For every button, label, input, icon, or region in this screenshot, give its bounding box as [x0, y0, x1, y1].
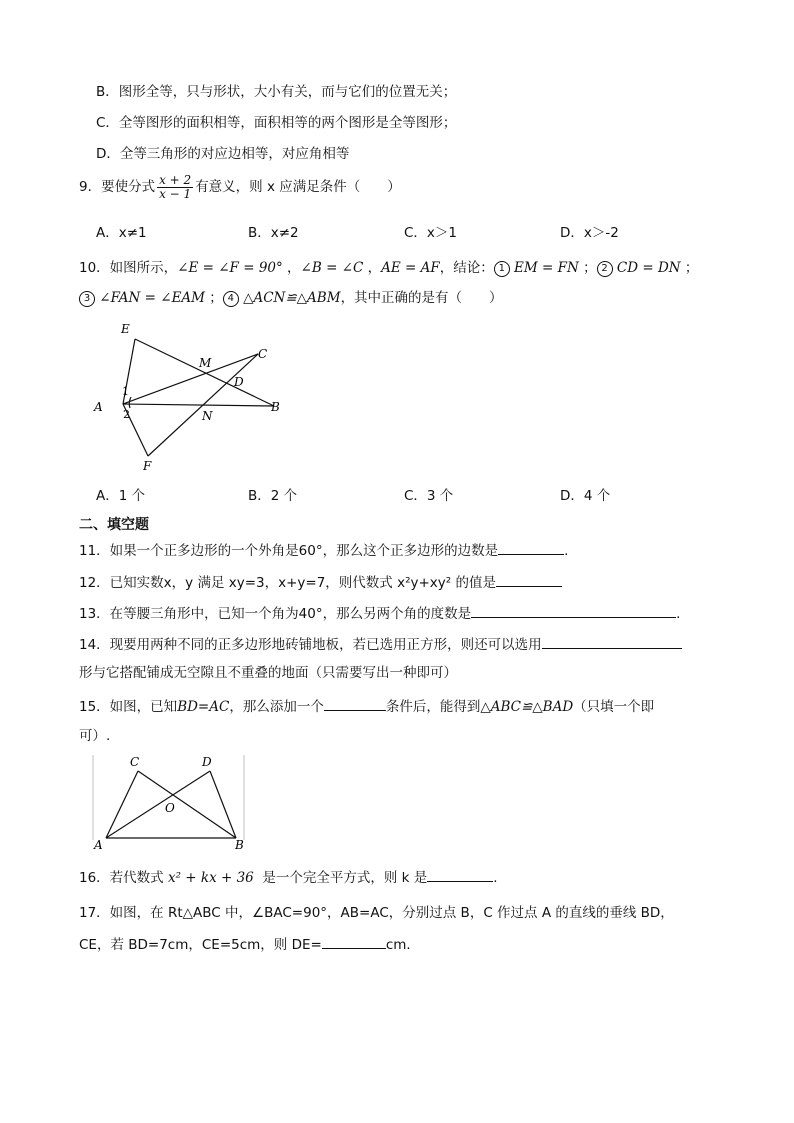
q13-end: . — [676, 606, 681, 622]
q8-option-b: B．图形全等，只与形状，大小有关，而与它们的位置无关； — [96, 84, 457, 100]
q15-label-d: D — [202, 755, 212, 769]
q10-label-c: C — [258, 347, 268, 361]
q10-circle-2: 2 — [597, 261, 613, 277]
q13 — [79, 603, 680, 623]
q10-label-n: N — [202, 409, 213, 423]
q16-answer-blank[interactable] — [427, 867, 493, 882]
q10-conclusion-4: △ACN≌△ABM — [243, 290, 341, 306]
q16-expression: x² + kx + 36 — [167, 870, 254, 886]
q10-label-angle2: 2 — [123, 408, 130, 421]
q10-figure — [88, 318, 298, 476]
q14-line2: 形与它搭配铺成无空隙且不重叠的地面（只需要写出一种即可） — [79, 665, 457, 681]
q9-denominator: x − 1 — [159, 186, 192, 201]
q10-conclusion-2: CD = DN — [616, 260, 681, 276]
q10-line2: 3 ∠FAN = ∠EAM ； 4 △ACN≌△ABM，其中正确的是有（ ） — [79, 289, 503, 307]
q10-segment-eb — [135, 339, 274, 406]
q15-after-blank: 条件后，能得到 — [385, 699, 481, 715]
q9-option-c: C．x＞1 — [404, 225, 458, 241]
q10-label-e: E — [121, 322, 130, 336]
q10-label-m: M — [199, 356, 212, 370]
section-fill-in-title: 二、填空题 — [79, 517, 149, 533]
q10-line1: 10．如图所示，∠E = ∠F = 90° ，∠B = ∠C ，AE = AF，结论： 1 EM = FN ； 2 CD = DN ； — [79, 260, 699, 276]
q9-numerator: x + 2 — [159, 172, 192, 187]
q13-text: 13．在等腰三角形中，已知一个角为40°，那么另两个角的度数是 — [79, 606, 472, 622]
q15-segment-db — [210, 771, 236, 838]
q8-option-c: C．全等图形的面积相等，面积相等的两个图形是全等图形； — [96, 115, 457, 131]
q9-suffix: 有意义，则 x 应满足条件（ ） — [195, 179, 401, 195]
q15-segment-cb — [138, 771, 236, 838]
q13-answer-blank[interactable] — [471, 603, 676, 618]
q10-option-d: D．4 个 — [560, 488, 611, 504]
q15-label-a: A — [94, 838, 103, 852]
q17-answer-blank[interactable] — [322, 934, 386, 949]
q11-text: 11．如果一个正多边形的一个外角是60°，那么这个正多边形的边数是 — [79, 543, 499, 559]
q11-end: . — [564, 543, 569, 559]
q10-circle-1: 1 — [494, 261, 510, 277]
q16-end: . — [493, 870, 498, 886]
q10-prefix: 10．如图所示， — [79, 260, 178, 276]
q10-conclusion-1: EM = FN — [514, 260, 579, 276]
q11-answer-blank[interactable] — [498, 540, 564, 555]
q15-middle: ，那么添加一个 — [229, 699, 324, 715]
q17-line2-prefix: CE，若 BD=7cm，CE=5cm，则 DE= — [79, 937, 322, 953]
q10-cond1: ∠E = ∠F = 90° — [177, 260, 283, 276]
q10-circle-3: 3 — [79, 291, 95, 307]
q10-cond3: AE = AF — [381, 260, 440, 276]
q11 — [79, 540, 568, 560]
q10-label-angle1: 1 — [122, 385, 129, 398]
q10-option-c: C．3 个 — [404, 488, 454, 504]
q9-stem — [79, 172, 401, 202]
q10-line2-suffix: ，其中正确的是有（ ） — [340, 290, 503, 306]
q15-given: BD=AC — [177, 699, 230, 715]
q10-label-b: B — [271, 400, 280, 414]
q9-prefix: 9．要使分式 — [79, 179, 156, 195]
q15-figure — [92, 752, 252, 852]
q12-answer-blank[interactable] — [496, 572, 562, 587]
q10-option-b: B．2 个 — [248, 488, 298, 504]
q14-line1 — [79, 634, 682, 654]
q15-line1 — [79, 696, 654, 716]
q14-answer-blank[interactable] — [542, 634, 682, 649]
q10-circle-4: 4 — [223, 291, 239, 307]
q12-text: 12．已知实数x，y 满足 xy=3，x+y=7，则代数式 x²y+xy² 的值是 — [79, 575, 496, 591]
q10-conclusion-label: ，结论： — [439, 260, 494, 276]
q8-option-d: D．全等三角形的对应边相等，对应角相等 — [96, 146, 350, 162]
q9-option-b: B．x≠2 — [248, 225, 299, 241]
q17-line2-suffix: cm． — [385, 937, 420, 953]
q16-prefix: 16．若代数式 — [79, 870, 164, 886]
q15-conclusion: △ABC≌△BAD — [480, 699, 574, 715]
q14-text: 14．现要用两种不同的正多边形地砖铺地板，若已选用正方形，则还可以选用 — [79, 637, 542, 653]
q10-angle-arc — [129, 397, 131, 408]
q15-tail: （只填一个即 — [573, 699, 655, 715]
q10-cond2: ∠B = ∠C — [300, 260, 364, 276]
q10-label-a: A — [94, 400, 103, 414]
q10-label-d: D — [234, 375, 244, 389]
q15-label-c: C — [130, 755, 140, 769]
q17-line2 — [79, 934, 420, 954]
q9-option-d: D．x＞-2 — [560, 225, 619, 241]
q10-label-f: F — [143, 459, 152, 473]
q15-answer-blank[interactable] — [324, 696, 386, 711]
q17-line1: 17．如图，在 Rt△ABC 中，∠BAC=90°，AB=AC，分别过点 B，C 作过点 A 的直线的垂线 BD， — [79, 905, 674, 921]
q16-suffix: 是一个完全平方式，则 k 是 — [262, 870, 428, 886]
q15-label-b: B — [235, 838, 244, 852]
q15-line2: 可）. — [79, 728, 111, 744]
q10-option-a: A．1 个 — [96, 488, 146, 504]
q15-prefix: 15．如图，已知 — [79, 699, 178, 715]
q10-conclusion-3: ∠FAN = ∠EAM — [99, 290, 205, 306]
q15-label-o: O — [165, 801, 175, 815]
q10-segment-ab — [123, 404, 274, 406]
q9-option-a: A．x≠1 — [96, 225, 147, 241]
q9-fraction — [157, 174, 193, 201]
q12 — [79, 572, 562, 592]
q16 — [79, 867, 498, 887]
